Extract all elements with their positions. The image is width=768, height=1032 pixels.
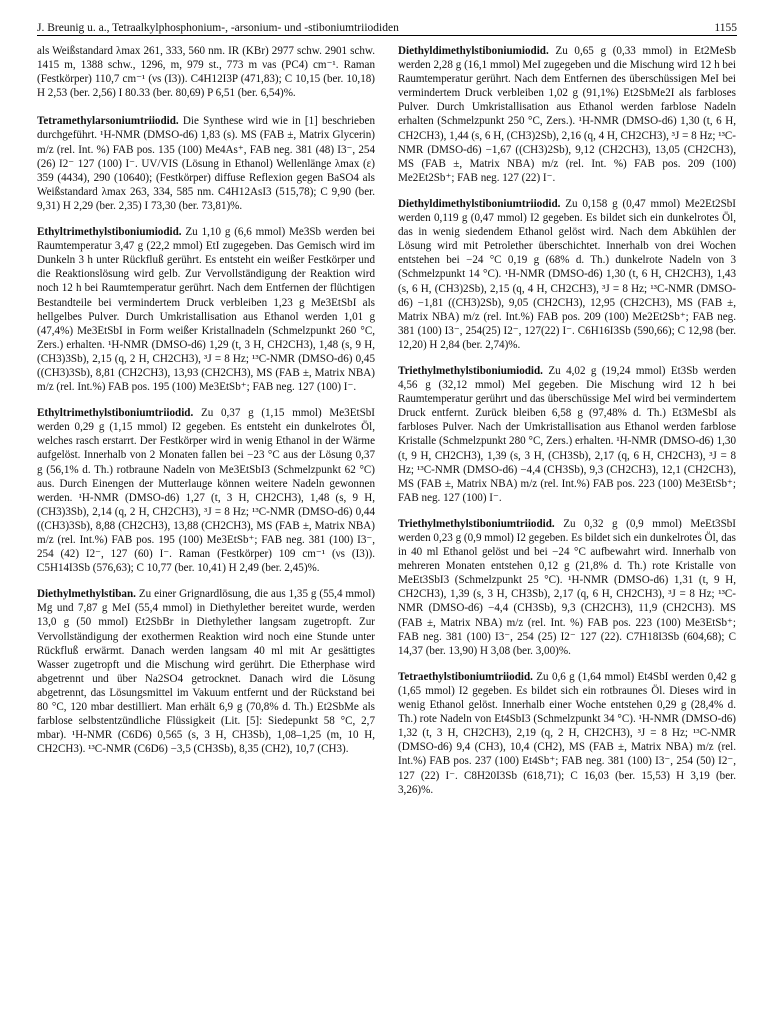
right-column	[398, 44, 736, 809]
running-header	[37, 14, 737, 34]
paragraph: Diethyldimethylstiboniumtriiodid. Zu 0,158 g (0,47 mmol) Me2Et2SbI werden 0,119 g (0,47 mmol) I2 gegeben. Es bildet sich ein dunkelrotes Öl, das in wenig siedendem Ethanol gelöst wird. Nach dem Abkühlen der Lösung wird mit Petrolether überschichtet. Innerhalb von drei Wochen entstehen bei −24 °C 0,19 g (68% d. Th.) dunkelrote Nadeln von 3 (Schmelzpunkt 14 °C). ¹H-NMR (DMSO-d6) 1,30 (t, 6 H, CH2CH3), 1,43 (s, 6 H, (CH3)2Sb), 2,15 (q, 4 H, CH2CH3), ³J = 8 Hz; ¹³C-NMR (DMSO-d6) −1,81 ((CH3)2Sb), 9,05 (CH2CH3), 12,95 (CH2CH3), MS (FAB ±, Matrix NBA) m/z (rel. Int.%) FAB pos. 209 (100) Me2Et2Sb⁺; FAB neg. 381 (100) I3⁻, 254(25) I2⁻, 127(22) I⁻. C6H16I3Sb (590,66); C 12,98 (ber. 12,20) H 2,84 (ber. 2,74)%.	[398, 197, 736, 351]
paragraph-title: Diethyldimethylstiboniumtriiodid.	[398, 197, 561, 210]
paragraph-title: Triethylmethylstiboniumiodid.	[398, 364, 543, 377]
paragraph: Triethylmethylstiboniumtriiodid. Zu 0,32 g (0,9 mmol) MeEt3SbI werden 0,23 g (0,9 mmol) I2 gegeben. Es bildet sich ein dunkelrotes Öl, das in 40 ml Ethanol gelöst und bei −24 °C aufbewahrt wird. Innerhalb von mehreren Monaten entstehen 0,12 g (21,8% d. Th.) rote Kristalle von MeEt3SbI3 (Schmelzpunkt 25 °C). ¹H-NMR (DMSO-d6) 1,31 (t, 9 H, CH2CH3), 1,39 (s, 3 H, CH3Sb), 2,17 (q, 6 H, CH2CH3), ³J = 8 Hz; ¹³C-NMR (DMSO-d6) −4,4 (CH3Sb), 9,3 (CH2CH3), 11,9 (CH2CH3). MS (FAB ±, Matrix NBA) m/z (rel. Int. %) FAB pos. 223 (100) Me3EtSb⁺; FAB neg. 381 (100) I3⁻, 254 (25) I2⁻ 127 (22). C7H18I3Sb (604,68); C 14,37 (ber. 13,90) H 3,08 (ber. 3,00)%.	[398, 517, 736, 657]
paragraph: Ethyltrimethylstiboniumtriiodid. Zu 0,37 g (1,15 mmol) Me3EtSbI werden 0,29 g (1,15 mmol) I2 gegeben. Es entsteht ein dunkelrotes Öl, welches rasch erstarrt. Der Festkörper wird in wenig Ethanol in der Wärme aufgelöst. Innerhalb von 2 Monaten fallen bei −23 °C aus der Lösung 0,37 g (56,1% d. Th.) rotbraune Nadeln von Me3EtSbI3 (Schmelzpunkt 62 °C) aus. Durch Einengen der Mutterlauge können weitere Nadeln gewonnen werden. ¹H-NMR (DMSO-d6) 1,27 (t, 3 H, CH2CH3), 1,48 (s, 9 H, (CH3)3Sb), 2,14 (q, 2 H, CH2CH3), ³J = 8 Hz; ¹³C-NMR (DMSO-d6) 0,44 ((CH3)3Sb), 8,88 (CH2CH3), 13,88 (CH2CH3), MS (FAB ±, Matrix NBA) m/z (rel. Int.%) FAB pos. 195 (100) Me3EtSb⁺; FAB neg. 381 (100) I3⁻, 254 (42) I2⁻, 127 (60) I⁻. Raman (Festkörper) 109 cm⁻¹ (νs (I3)). C5H14I3Sb (576,63); C 10,77 (ber. 10,41) H 2,49 (ber. 2,45)%.	[37, 407, 375, 575]
paragraph: Diethyldimethylstiboniumiodid. Zu 0,65 g (0,33 mmol) in Et2MeSb werden 2,28 g (16,1 mmol) MeI zugegeben und die Mischung wird 12 h bei Raumtemperatur gerührt. Nach dem Entfernen des überschüssigen MeI bei vermindertem Druck verbleiben 1,02 g (91,1%) Et2SbMe2I als farbloses Pulver. Durch Umkristallisation aus Ethanol werden farblose Nadeln erhalten (Schmelzpunkt 250 °C, Zers.). ¹H-NMR (DMSO-d6) 1,30 (t, 6 H, CH2CH3), 1,44 (s, 6 H, (CH3)2Sb), 2,16 (q, 4 H, CH2CH3), ³J = 8 Hz; ¹³C-NMR (DMSO-d6) −1,67 ((CH3)2Sb), 9,12 (CH2CH3), 13,05 (CH2CH3), MS (FAB ±, Matrix NBA) m/z (rel. Int. %) FAB pos. 209 (100) Me2Et2Sb⁺; FAB neg. 127 (22) I⁻.	[398, 45, 737, 184]
left-column	[37, 44, 375, 768]
paragraph: Ethyltrimethylstiboniumiodid. Zu 1,10 g (6,6 mmol) Me3Sb werden bei Raumtemperatur 3,47 g (22,2 mmol) EtI zugegeben. Das Gemisch wird im Dunkeln 3 h unter Rückfluß gerührt. Es entsteht ein weißer Festkörper und die Reaktionslösung wird gelb. Zur Vervollständigung der Reaktion wird noch 12 h bei Raumtemperatur gerührt. Nach dem Entfernen der flüchtigen Bestandteile bei vermindertem Druck verbleiben 1,23 g Me3EtSbI als hellgelbes Pulver. Durch Umkristallisation aus Ethanol werden 1,01 g (47,4%) Me3EtSbI in Form weißer Kristallnadeln (Schmelzpunkt 260 °C, Zers.) erhalten. ¹H-NMR (DMSO-d6) 1,29 (t, 3 H, CH2CH3), 1,48 (s, 9 H, (CH3)3Sb), 2,15 (q, 2 H, CH2CH3), ³J = 8 Hz; ¹³C-NMR (DMSO-d6) 0,45 ((CH3)3Sb), 8,81 (CH2CH3), 13,93 (CH2CH3), MS (FAB ±, Matrix NBA) m/z (rel. Int.%) FAB pos. 195 (100) Me3EtSb⁺; FAB neg. 127 (100) I⁻.	[37, 226, 375, 394]
paragraph: Tetraethylstiboniumtriiodid. Zu 0,6 g (1,64 mmol) Et4SbI werden 0,42 g (1,65 mmol) I2 gegeben. Es bildet sich ein rotbraunes Öl. Dieses wird in wenig Ethanol gelöst. Innerhalb einer Woche entstehen 0,29 g (28,4% d. Th.) rote Nadeln von Et4SbI3 (Schmelzpunkt 34 °C). ¹H-NMR (DMSO-d6) 1,32 (t, 3 H, CH2CH3), 2,19 (q, 2 H, CH2CH3), ³J = 8 Hz; ¹³C-NMR (DMSO-d6) 9,4 (CH3), 10,4 (CH2), MS (FAB ±, Matrix NBA) m/z (rel. Int.%) FAB pos. 237 (100) Et4Sb⁺; FAB neg. 381 (100) I3⁻, 254 (50) I2⁻, 127 (22) I⁻. C8H20I3Sb (618,71); C 16,03 (ber. 15,53) H 3,19 (ber. 3,26)%.	[398, 670, 736, 796]
paragraph-title: Ethyltrimethylstiboniumtriiodid.	[37, 407, 194, 420]
paragraph: Tetramethylarsoniumtriiodid. Die Synthese wird wie in [1] beschrieben durchgeführt. ¹H-NMR (DMSO-d6) 1,83 (s). MS (FAB ±, Matrix Glycerin) m/z (rel. Int. %) FAB pos. 135 (100) Me4As⁺, FAB neg. 381 (48) I3⁻, 254 (26) I2⁻ 127 (100) I⁻. UV/VIS (Lösung in Ethanol) Wellenlänge λmax (ε) 359 (4434), 290 (10640); (Festkörper) diffuse Reflexion gegen BaSO4 als Weißstandard λmax 263, 334, 585 nm. C4H12AsI3 (515,78); C 9,90 (ber. 9,31) H 2,29 (ber. 2,35) I 73,30 (ber. 73,81)%.	[37, 115, 375, 212]
paragraph-title: Tetraethylstiboniumtriiodid.	[398, 670, 533, 683]
paragraph-title: Diethylmethylstiban.	[37, 588, 136, 601]
paragraph-title: Triethylmethylstiboniumtriiodid.	[398, 517, 555, 530]
paragraph-title: Ethyltrimethylstiboniumiodid.	[37, 226, 182, 239]
paragraph: Triethylmethylstiboniumiodid. Zu 4,02 g (19,24 mmol) Et3Sb werden 4,56 g (32,12 mmol) MeI gegeben. Die Mischung wird 12 h bei Raumtemperatur gerührt und das überschüssige MeI wird bei vermindertem Druck entfernt. Zurück bleiben 6,58 g (97,48% d. Th.) Et3MeSbI als farbloses Pulver. Nach der Umkristallisation aus Ethanol werden farblose Kristalle (Schmelzpunkt 280 °C, Zers.) erhalten. ¹H-NMR (DMSO-d6) 1,30 (t, 9 H, CH2CH3), 1,39 (s, 3 H, (CH3Sb), 2,17 (q, 6 H, CH2CH3), ³J = 8 Hz; ¹³C-NMR (DMSO-d6) −4,4 (CH3Sb), 9,3 (CH2CH3), 12,1 (CH2CH3), MS (FAB ±, Matrix NBA) m/z (rel. Int.%) FAB pos. 223 (100) Me3EtSb⁺; FAB neg. 127 (100) I⁻.	[398, 364, 736, 504]
paragraph-title: Tetramethylarsoniumtriiodid.	[37, 115, 179, 128]
header-rule	[37, 35, 737, 36]
paragraph-title: Diethyldimethylstiboniumiodid.	[398, 45, 549, 57]
paragraph: als Weißstandard λmax 261, 333, 560 nm. IR (KBr) 2977 schw. 2901 schw. 1415 m, 1388 schw., 1296, m, 979 st., 773 m νas (PC4) cm⁻¹. Raman (Festkörper) 110,7 cm⁻¹ (νs (I3)). C4H12I3P (471,83); C 10,15 (ber. 10,18) H 2,53 (ber. 2,56) I 80.33 (ber. 80,69) P 6,51 (ber. 6,54)%.	[37, 45, 375, 100]
running-title: J. Breunig u. a., Tetraalkylphosphonium-, -arsonium- und -stiboniumtriiodiden	[37, 22, 399, 34]
page-number: 1155	[714, 22, 737, 34]
paragraph: Diethylmethylstiban. Zu einer Grignardlösung, die aus 1,35 g (55,4 mmol) Mg und 7,87 g MeI (55,4 mmol) in Diethylether bereitet wurde, werden 13,0 g (50 mmol) Et2SbBr in Diethylether langsam zugetropft. Zur Vervollständigung der exothermen Reaktion wird noch eine Stunde unter Rückfluß erwärmt. Danach werden langsam 40 ml mit Ar gesättigtes Wasser zugetropft und die Mischung wird gerührt. Die Etherphase wird abgetrennt und über Na2SO4 getrocknet. Danach wird die Lösung abgetrennt, das Lösungsmittel im Vakuum entfernt und der Rückstand bei 80 °C, 120 mbar destilliert. Man erhält 6,9 g (70,8% d. Th.) Et2SbMe als farblose selbstentzündliche Flüssigkeit (Lit. [5]: Siedepunkt 58 °C, 2,7 mbar). ¹H-NMR (C6D6) 0,565 (s, 3 H, CH3Sb), 1,08–1,25 (m, 10 H, CH2CH3). ¹³C-NMR (C6D6) −3,5 (CH3Sb), 8,35 (CH2), 10,7 (CH3).	[37, 588, 375, 756]
